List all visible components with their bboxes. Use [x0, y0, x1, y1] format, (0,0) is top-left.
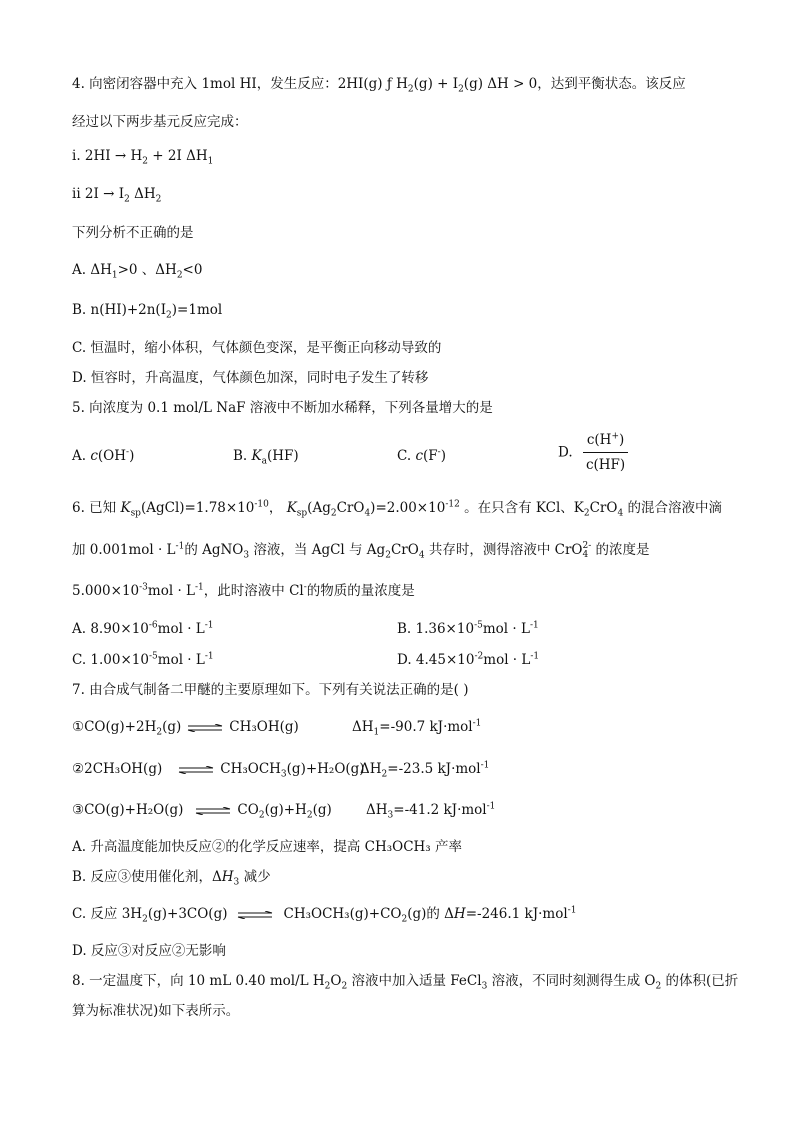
q5-option-b: B. $K_a(HF)$ — [233, 448, 299, 467]
q4-option-d: D. 恒容时，升高温度，气体颜色加深，同时电子发生了转移 — [72, 370, 429, 386]
q5-option-d: D. $\frac{c(H^+)}{c(HF)}$ — [558, 430, 628, 475]
q6-option-b: B. $1.36\times 10^{-5}mol \cdot L^{-1}$ — [397, 620, 539, 637]
q6-stem-line3: $5.000\times 10^{-3}mol \cdot L^{-1}$，此时溶液中 Cl-的物质的量浓度是 — [72, 582, 415, 599]
q5-option-a: A. c(OH-) — [72, 447, 135, 464]
q8-stem-line2: 算为标准状况)如下表所示。 — [72, 1003, 240, 1019]
q4-option-a: A. $\Delta H_1>0$ 、$\Delta H_2<0$ — [72, 262, 203, 281]
q4-question: 下列分析不正确的是 — [72, 225, 194, 241]
q6-option-a: A. $8.90\times 10^{-6}mol \cdot L^{-1}$ — [72, 620, 214, 637]
q7-reaction-1: $①CO(g)+2H_2(g)$ CH₃OH(g) — [72, 719, 299, 738]
q5-stem: 5. 向浓度为 0.1 mol/L NaF 溶液中不断加水稀释，下列各量增大的是 — [72, 400, 493, 416]
equilibrium-arrow-icon — [237, 911, 273, 919]
equilibrium-arrow-icon — [187, 724, 223, 732]
equilibrium-arrow-icon — [178, 766, 214, 774]
q6-option-d: D. $4.45\times 10^{-2}mol \cdot L^{-1}$ — [397, 651, 540, 668]
q8-stem-line1: 8. 一定温度下，向 10 mL 0.40 mol/L $H_2O_2$ 溶液中加入适量 FeCl$_3$ 溶液，不同时刻测得生成 $O_2$ 的体积(已折 — [72, 973, 739, 992]
q7-reaction-3-enthalpy: $\Delta H_3=-41.2$ kJ·mol$^{-1}$ — [366, 801, 496, 821]
q7-reaction-1-enthalpy: $\Delta H_1=-90.7$ kJ·mol$^{-1}$ — [352, 718, 482, 738]
q7-option-b: B. 反应③使用催化剂，$\Delta H_3$ 减少 — [72, 869, 271, 888]
q4-stem-line1: 4. 向密闭容器中充入 1mol HI，发生反应：2HI(g) ƒ $H_2(g) + I_2(g) \Delta H > 0$，达到平衡状态。该反应 — [72, 76, 686, 95]
equilibrium-arrow-icon — [195, 807, 231, 815]
q7-reaction-3: ③CO(g)+H₂O(g) $CO_2(g)+H_2(g)$ — [72, 802, 332, 821]
q4-step-i: i. $2HI \to H_2 + 2I$ $\Delta H_1$ — [72, 148, 214, 167]
q7-reaction-2: ②2CH₃OH(g) $CH_3OCH_3(g)+H_2O(g)$ — [72, 761, 365, 780]
q7-stem: 7. 由合成气制备二甲醚的主要原理如下。下列有关说法正确的是( ) — [72, 682, 469, 698]
q7-reaction-2-enthalpy: $\Delta H_2=-23.5$ kJ·mol$^{-1}$ — [360, 760, 490, 780]
q5-option-c: C. c(F-) — [397, 447, 446, 464]
q5-option-d-fraction: $\frac{c(H^+)}{c(HF)}$ — [583, 430, 628, 475]
q6-stem-line1: 6. 已知 $K_{sp}(AgCl)=1.78\times 10^{-10}$， $K_{sp}(Ag_2CrO_4)=2.00\times 10^{-12}$ 。在只含有 KCl、$K_2CrO_4$ 的混合溶液中滴 — [72, 499, 722, 519]
q7-option-c: C. 反应 $3H_2(g)+3CO(g)$ $CH_3OCH_3(g)+CO_2(g)$的 ΔH=-246.1 kJ·mol$^{-1}$ — [72, 905, 577, 925]
q4-option-c: C. 恒温时，缩小体积，气体颜色变深，是平衡正向移动导致的 — [72, 340, 442, 356]
q4-option-b: B. $n(HI)+2n(I_2)=1mol$ — [72, 302, 223, 321]
q4-step-ii: ii $2I \to I_2$ $\Delta H_2$ — [72, 186, 162, 205]
q7-option-d: D. 反应③对反应②无影响 — [72, 943, 226, 959]
q7-option-a: A. 升高温度能加快反应②的化学反应速率，提高 CH₃OCH₃ 产率 — [72, 839, 463, 855]
q6-option-c: C. $1.00\times 10^{-5}mol \cdot L^{-1}$ — [72, 651, 214, 668]
q6-stem-line2: 加 $0.001mol \cdot L^{-1}$的 AgNO$_3$ 溶液，当 AgCl 与 $Ag_2CrO_4$ 共存时，测得溶液中 CrO 2- 4 的浓度是 — [72, 540, 650, 561]
q4-stem-line2: 经过以下两步基元反应完成： — [72, 114, 248, 130]
